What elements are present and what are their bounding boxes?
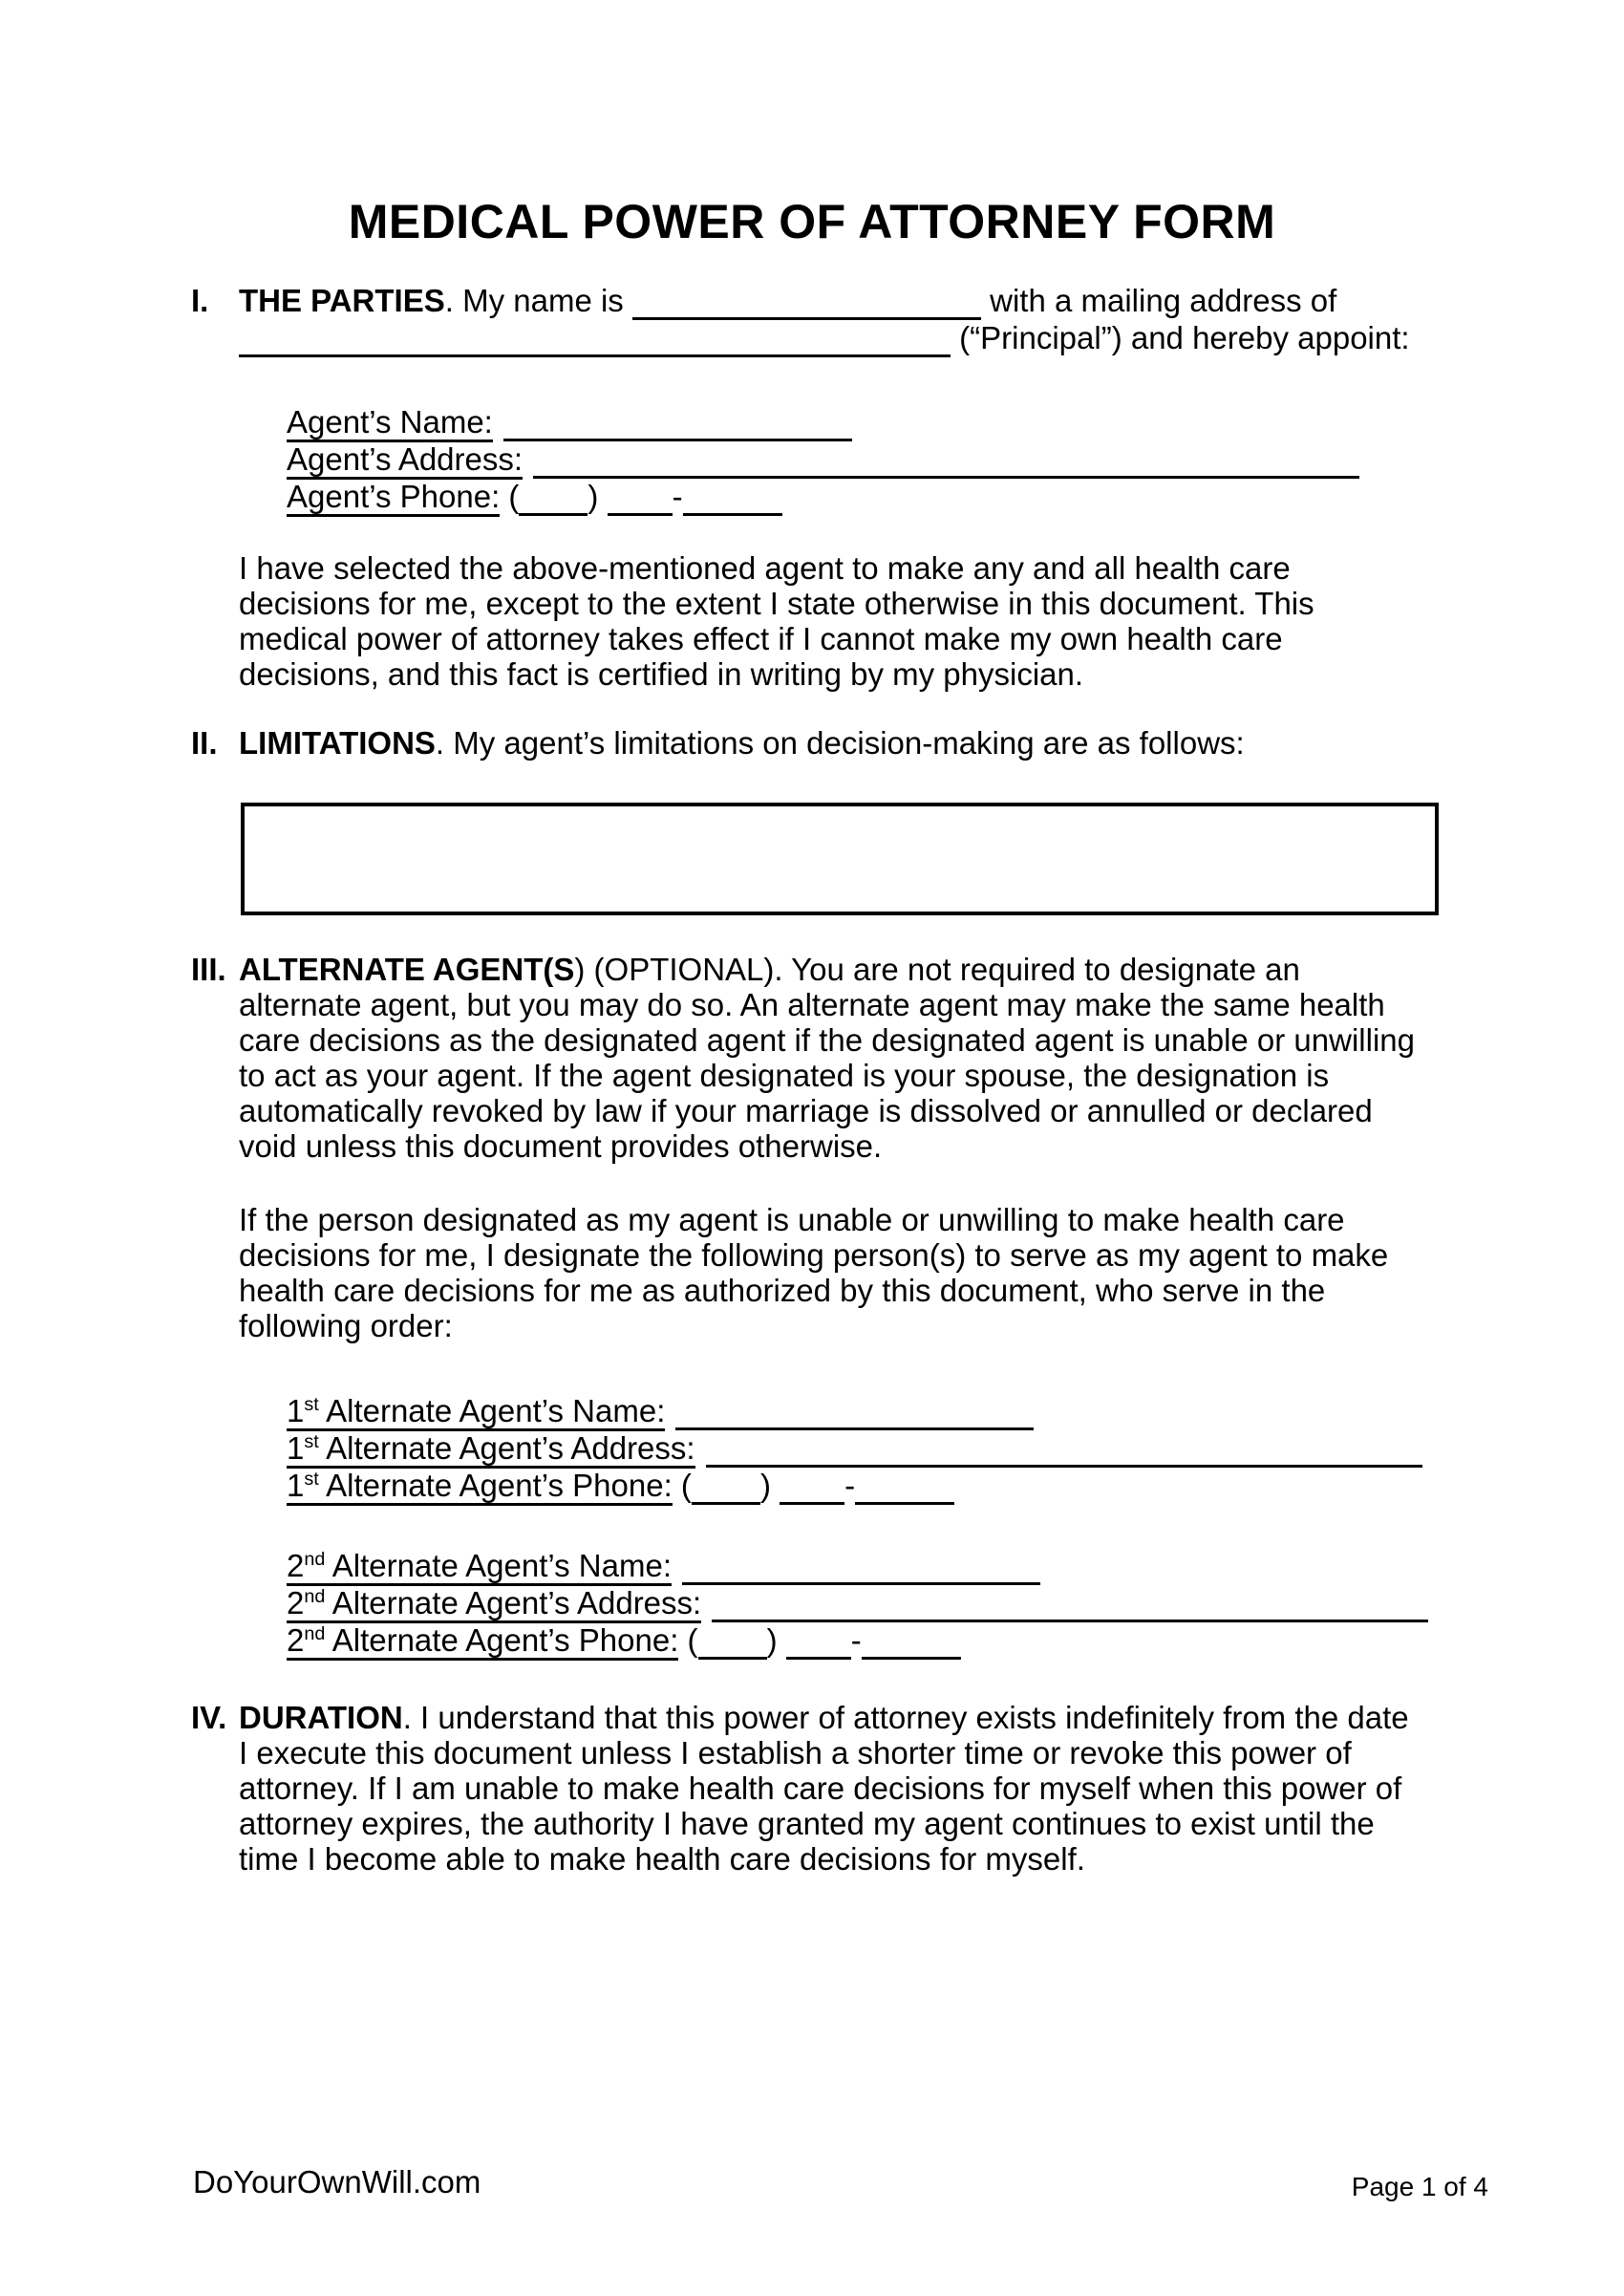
- section-parties-number: I.: [191, 283, 209, 318]
- section-alternate: [0, 952, 1624, 1164]
- agent-phone-label: Agent’s Phone:: [287, 479, 500, 517]
- alternate-line-1: [239, 952, 1447, 987]
- section-duration: [0, 1700, 1624, 1877]
- agent-address-row: [287, 441, 1624, 479]
- label-text: Alternate Agent’s Address:: [318, 1430, 695, 1466]
- parties-line-2: [239, 320, 1447, 357]
- label-text: Alternate Agent’s Phone:: [325, 1622, 679, 1658]
- first-alt-phone-row: [287, 1468, 1624, 1505]
- paragraph-line: decisions, and this fact is certified in writing by my physician.: [239, 656, 1084, 692]
- limitations-text: . My agent’s limitations on decision-making are as follows:: [435, 725, 1245, 761]
- section-limitations: [0, 725, 1624, 761]
- alternate-line-3: care decisions as the designated agent if the designated agent is unable or unwilling: [239, 1022, 1416, 1058]
- duration-line-1: [239, 1700, 1447, 1735]
- section-alternate-number: III.: [191, 952, 226, 987]
- agent-address-label: Agent’s Address:: [287, 441, 523, 480]
- first-alt-address-label: [287, 1430, 695, 1469]
- section-parties: [0, 283, 1624, 357]
- duration-line-2: I execute this document unless I establish a shorter time or revoke this power of: [239, 1735, 1352, 1770]
- second-alt-phone-label: [287, 1622, 678, 1661]
- ordinal: 2: [287, 1622, 305, 1658]
- second-alt-phone-row: [287, 1622, 1624, 1660]
- page-title: MEDICAL POWER OF ATTORNEY FORM: [348, 195, 1276, 248]
- agent-phone-prefix-blank[interactable]: [608, 513, 673, 516]
- first-alt-phone-prefix-blank[interactable]: [780, 1502, 844, 1505]
- alternate-paragraph: [239, 1202, 1447, 1343]
- first-alt-address-row: [287, 1430, 1624, 1468]
- section-limitations-heading: LIMITATIONS: [239, 725, 436, 761]
- duration-line-4: attorney expires, the authority I have granted my agent continues to exist until the: [239, 1806, 1375, 1841]
- second-alt-phone-prefix-blank[interactable]: [786, 1657, 851, 1660]
- second-alt-name-label: [287, 1548, 672, 1586]
- alternate-line-5: automatically revoked by law if your marriage is dissolved or annulled or declared: [239, 1093, 1373, 1128]
- duration-line-3: attorney. If I am unable to make health care decisions for myself when this power of: [239, 1770, 1402, 1806]
- section-parties-heading: THE PARTIES: [239, 283, 445, 318]
- section-duration-number: IV.: [191, 1700, 227, 1735]
- limitations-entry-box[interactable]: [241, 803, 1439, 915]
- section-limitations-number: II.: [191, 725, 218, 761]
- phone-close-paren: ): [588, 479, 608, 514]
- ordinal: 2: [287, 1585, 305, 1620]
- paragraph-line: I have selected the above-mentioned agent to make any and all health care: [239, 550, 1291, 586]
- section-alternate-heading: ALTERNATE AGENT(S: [239, 952, 575, 987]
- parties-after-address-text: (“Principal”) and hereby appoint:: [951, 320, 1410, 355]
- document-page: [0, 194, 1624, 2296]
- alternate-line-6: void unless this document provides otherwise.: [239, 1128, 883, 1164]
- section-duration-heading: DURATION: [239, 1700, 403, 1735]
- second-alt-name-row: [287, 1548, 1624, 1585]
- ordinal-suffix: nd: [304, 1586, 326, 1607]
- phone-close-paren: ): [766, 1622, 786, 1658]
- alternate-line-2: alternate agent, but you may do so. An alternate agent may make the same health: [239, 987, 1385, 1022]
- phone-close-paren: ): [759, 1468, 780, 1503]
- parties-line-1: [239, 283, 1447, 320]
- ordinal-suffix: st: [304, 1431, 319, 1452]
- label-text: Alternate Agent’s Name:: [318, 1393, 666, 1428]
- second-alt-address-row: [287, 1585, 1624, 1622]
- ordinal: 1: [287, 1468, 305, 1503]
- ordinal-suffix: st: [304, 1469, 319, 1490]
- label-text: Alternate Agent’s Phone:: [318, 1468, 673, 1503]
- label-text: Alternate Agent’s Address:: [325, 1585, 702, 1620]
- ordinal: 1: [287, 1430, 305, 1466]
- first-alt-phone-label: [287, 1468, 673, 1506]
- first-alt-phone-area-blank[interactable]: [692, 1502, 760, 1505]
- paragraph-line: decisions for me, I designate the following person(s) to serve as my agent to make: [239, 1237, 1389, 1273]
- agent-phone-row: [287, 479, 1624, 516]
- paragraph-line: health care decisions for me as authorized by this document, who serve in the: [239, 1273, 1326, 1308]
- paragraph-line: medical power of attorney takes effect if I cannot make my own health care: [239, 621, 1283, 656]
- phone-open-paren: (: [678, 1622, 698, 1658]
- paragraph-line: If the person designated as my agent is unable or unwilling to make health care: [239, 1202, 1345, 1237]
- second-alt-address-label: [287, 1585, 701, 1623]
- first-alt-phone-line-blank[interactable]: [855, 1502, 954, 1505]
- parties-intro-text: . My name is: [444, 283, 632, 318]
- phone-open-paren: (: [500, 479, 520, 514]
- duration-line-5: time I become able to make health care decisions for myself.: [239, 1841, 1085, 1877]
- parties-after-name-text: with a mailing address of: [980, 283, 1337, 318]
- ordinal: 2: [287, 1548, 305, 1583]
- footer-site-name: DoYourOwnWill.com: [193, 2164, 481, 2199]
- duration-line-1-text: . I understand that this power of attorney exists indefinitely from the date: [402, 1700, 1409, 1735]
- agent-fields: [287, 404, 1624, 516]
- agent-phone-line-blank[interactable]: [683, 513, 782, 516]
- second-alt-phone-area-blank[interactable]: [698, 1657, 767, 1660]
- ordinal-suffix: nd: [304, 1549, 326, 1570]
- phone-dash: -: [672, 479, 683, 514]
- first-alt-name-row: [287, 1393, 1624, 1430]
- phone-open-paren: (: [672, 1468, 692, 1503]
- alternate-line-1-text: ) (OPTIONAL). You are not required to designate an: [574, 952, 1300, 987]
- agent-name-row: [287, 404, 1624, 441]
- phone-dash: -: [850, 1622, 862, 1658]
- principal-address-blank[interactable]: [239, 354, 951, 357]
- ordinal: 1: [287, 1393, 305, 1428]
- agent-phone-area-blank[interactable]: [519, 513, 588, 516]
- paragraph-line: following order:: [239, 1308, 453, 1343]
- footer-page-number: Page 1 of 4: [1351, 2172, 1488, 2201]
- label-text: Alternate Agent’s Name:: [325, 1548, 672, 1583]
- first-alt-name-label: [287, 1393, 665, 1431]
- second-alternate-fields: [287, 1548, 1624, 1660]
- agent-name-label: Agent’s Name:: [287, 404, 493, 442]
- ordinal-suffix: nd: [304, 1623, 326, 1644]
- paragraph-line: decisions for me, except to the extent I state otherwise in this document. This: [239, 586, 1314, 621]
- parties-paragraph: [239, 550, 1447, 692]
- second-alt-phone-line-blank[interactable]: [862, 1657, 961, 1660]
- first-alternate-fields: [287, 1393, 1624, 1505]
- limitations-line: [239, 725, 1447, 761]
- ordinal-suffix: st: [304, 1394, 319, 1415]
- phone-dash: -: [844, 1468, 856, 1503]
- alternate-line-4: to act as your agent. If the agent designated is your spouse, the designation is: [239, 1058, 1330, 1093]
